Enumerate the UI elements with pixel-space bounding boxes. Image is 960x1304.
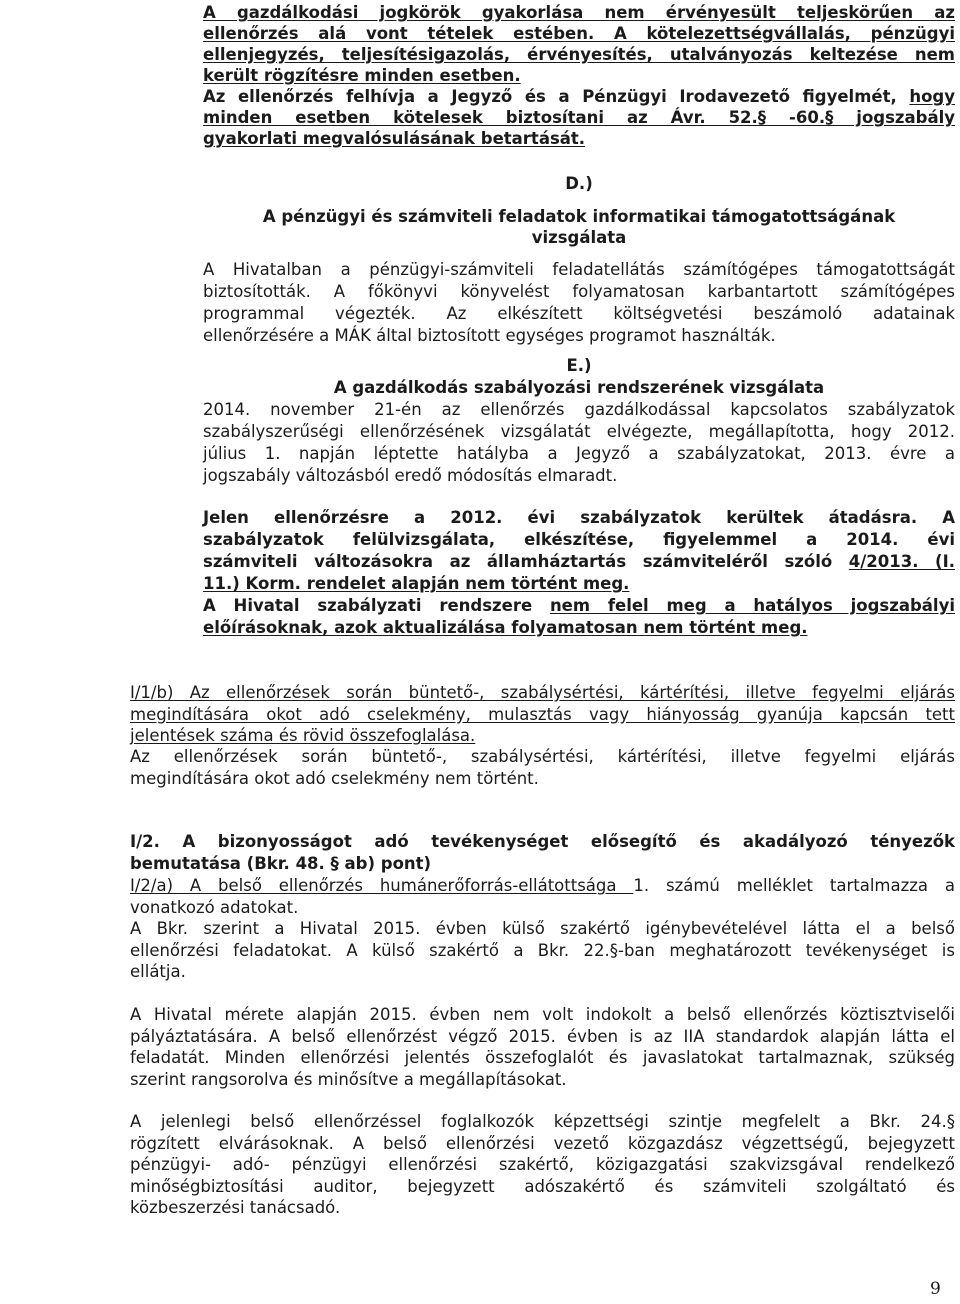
section-i2-para3 xyxy=(130,1111,955,1219)
section-d-body xyxy=(203,259,955,347)
para-line: szerint rangsorolva és minősítve a megállapításokat. xyxy=(130,1069,567,1089)
section-e-marker: E.) xyxy=(566,356,592,375)
findings-line: 11.) Korm. rendelet alapján nem történt meg. xyxy=(203,574,630,593)
section-d-body-line: biztosították. A főkönyvi könyvelést folyamatosan karbantartott számítógépes xyxy=(203,282,955,301)
section-i1b-heading-line: I/1/b) Az ellenőrzések során büntető-, szabálysértési, kártérítési, illetve fegyelmi eljárás xyxy=(130,683,955,702)
findings-underlined: 4/2013. (I. xyxy=(848,552,955,571)
para-line: A Hivatal mérete alapján 2015. évben nem volt indokolt a belső ellenőrzés köztisztviselői xyxy=(130,1005,955,1024)
section-d-title xyxy=(203,206,955,248)
intro-line: került rögzítésre minden esetben. xyxy=(203,66,521,85)
section-e-title: A gazdálkodás szabályozási rendszerének vizsgálata xyxy=(333,378,825,397)
intro-line: A gazdálkodási jogkörök gyakorlása nem érvényesült teljeskörűen az xyxy=(203,3,955,22)
section-d-marker: D.) xyxy=(565,174,593,193)
section-i2-para1 xyxy=(130,918,955,983)
para-line: rögzített elvárásoknak. A belső ellenőrzési vezető közgazdász végzettségű, bejegyzett xyxy=(130,1133,955,1153)
para-line: A jelenlegi belső ellenőrzéssel foglalkozók képzettségi szintje megfelelt a Bkr. 24.§ xyxy=(130,1112,955,1131)
section-i2a-heading: I/2/a) A belső ellenőrzés humánerőforrás-ellátottsága xyxy=(130,876,634,895)
section-d-title-line: vizsgálata xyxy=(531,228,627,247)
section-d-body-line: ellenőrzésére a MÁK által biztosított egységes programot használták. xyxy=(203,326,776,345)
section-i2-title xyxy=(130,831,955,875)
section-e-body-line: szabályszerűségi ellenőrzésének vizsgálatát elvégezte, megállapította, hogy 2012. xyxy=(203,422,955,441)
section-i1b-body-line: Az ellenőrzések során büntető-, szabálysértési, kártérítési, illetve fegyelmi eljárás xyxy=(130,747,955,766)
intro-line: ellenőrzés alá vont tételek estében. A kötelezettségvállalás, pénzügyi xyxy=(203,24,955,43)
findings-line xyxy=(203,551,955,573)
section-e-body-line: július 1. napján léptette hatályba a Jegyző a szabályzatokat, 2013. évre a xyxy=(203,444,955,463)
section-i2a-line xyxy=(130,875,955,897)
para-line: pályáztatására. A belső ellenőrzést végző 2015. évben is az IIA standardok alapján látta el xyxy=(130,1026,955,1046)
section-i1b-heading-line: jelentések száma és rövid összefoglalása. xyxy=(130,726,476,745)
call-line: minden esetben kötelesek biztosítani az Ávr. 52.§ -60.§ jogszabály xyxy=(203,108,955,127)
findings-line xyxy=(203,507,955,529)
call-line xyxy=(203,86,955,107)
section-e-body xyxy=(203,399,955,487)
section-i2-para2 xyxy=(130,1004,955,1090)
para-line: közbeszerzési tanácsadó. xyxy=(130,1198,341,1217)
para-line: ellenőrzési feladatokat. A külső szakértő a Bkr. 22.§-ban meghatározott tevékenységet is xyxy=(130,940,955,960)
findings-line: szabályzatok felülvizsgálata, elkészítése, figyelemmel a 2014. évi xyxy=(203,530,955,549)
section-i1b-body-line: megindítására okot adó cselekmény nem történt. xyxy=(130,768,539,788)
section-i2a-text: 1. számú melléklet tartalmazza a xyxy=(633,876,955,895)
section-i1b-heading-line: megindítására okot adó cselekmény, mulasztás vagy hiányosság gyanúja kapcsán tett xyxy=(130,704,955,724)
section-i2-title-line: bemutatása (Bkr. 48. § ab) pont) xyxy=(130,854,432,873)
findings-text: A Hivatal szabályzati rendszere xyxy=(203,596,550,615)
call-line: gyakorlati megvalósulásának betartását. xyxy=(203,129,586,148)
section-i1b-body xyxy=(130,746,955,789)
intro-block xyxy=(203,2,955,149)
para-line: feladatát. Minden ellenőrzési jelentés összefoglalót és javaslatokat tartalmaznak, szükség xyxy=(130,1048,955,1067)
section-d-title-line: A pénzügyi és számviteli feladatok informatikai támogatottságának xyxy=(262,207,896,226)
section-i2a xyxy=(130,875,955,918)
para-line: minőségbiztosítási auditor, bejegyzett adószakértő és számviteli szolgáltató és xyxy=(130,1176,955,1196)
call-underlined-word: hogy xyxy=(909,87,955,106)
section-d-body-line: A Hivatalban a pénzügyi-számviteli feladatellátás számítógépes támogatottságát xyxy=(203,260,955,279)
para-line: pénzügyi- adó- pénzügyi ellenőrzési szakértő, közigazgatási szakvizsgával rendelkező xyxy=(130,1155,955,1174)
intro-line: ellenjegyzés, teljesítésigazolás, érvényesítés, utalványozás keltezése nem xyxy=(203,45,955,64)
section-i2-title-line: I/2. A bizonyosságot adó tevékenységet elősegítő és akadályozó tényezők xyxy=(130,832,955,851)
section-e-body-line: 2014. november 21-én az ellenőrzés gazdálkodással kapcsolatos szabályzatok xyxy=(203,400,955,419)
section-d-body-line: programmal végezték. Az elkészített költségvetési beszámoló adatainak xyxy=(203,304,955,323)
section-i2a-line: vonatkozó adatokat. xyxy=(130,897,299,917)
para-line: ellátja. xyxy=(130,962,186,981)
findings-text: A xyxy=(917,508,956,527)
findings-text: Jelen ellenőrzésre a 2012. évi szabályzatok kerültek átadásra. xyxy=(203,508,918,527)
findings-block xyxy=(203,507,955,639)
section-e-body-line: jogszabály változásból eredő módosítás elmaradt. xyxy=(203,466,618,485)
call-text: Az ellenőrzés felhívja a Jegyző és a Pénzügyi Irodavezető figyelmét, xyxy=(203,87,910,106)
para-line: A Bkr. szerint a Hivatal 2015. évben külső szakértő igénybevételével látta el a belső xyxy=(130,919,955,938)
section-i1b-heading xyxy=(130,682,955,747)
findings-underlined: nem felel meg a hatályos jogszabályi xyxy=(549,596,955,615)
findings-line: előírásoknak, azok aktualizálása folyamatosan nem történt meg. xyxy=(203,618,808,637)
findings-line xyxy=(203,595,955,617)
findings-text: számviteli változásokra az államháztartás számviteléről szóló xyxy=(203,552,849,571)
page-number: 9 xyxy=(930,1279,941,1299)
